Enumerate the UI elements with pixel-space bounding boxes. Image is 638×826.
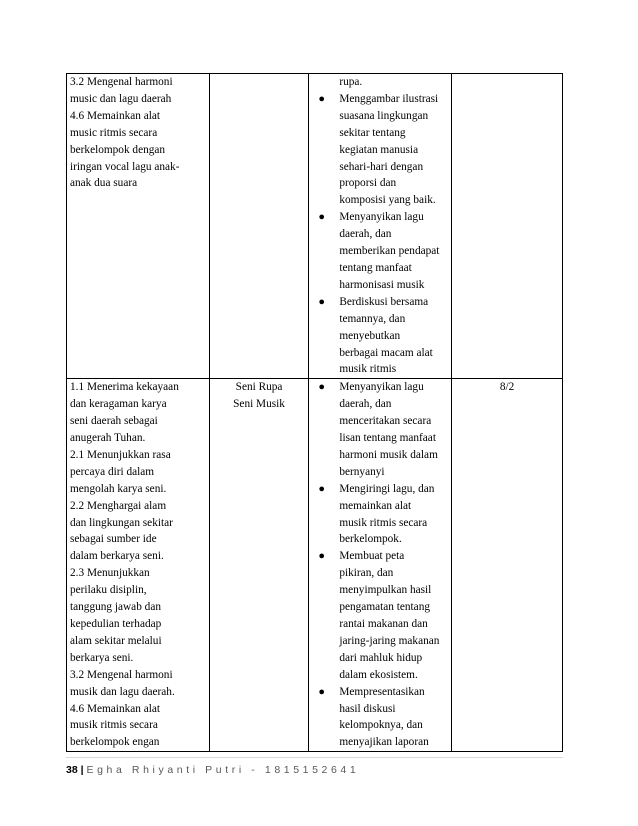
activity-line: berbagai macam alat bbox=[339, 346, 433, 359]
activity-line: harmonisasi musik bbox=[339, 278, 425, 291]
activity-line: musik ritmis secara bbox=[339, 516, 428, 529]
competency-line: seni daerah sebagai bbox=[70, 415, 158, 428]
activity-line: harmoni musik dalam bbox=[339, 448, 438, 461]
activity-line: menceritakan secara bbox=[339, 415, 432, 428]
activity-line: hasil diskusi bbox=[339, 702, 396, 715]
competency-line: dan lingkungan sekitar bbox=[70, 516, 173, 529]
time-allocation-cell bbox=[452, 74, 563, 379]
activity-item bbox=[312, 379, 448, 480]
competency-line: iringan vocal lagu anak- bbox=[70, 160, 180, 173]
competency-line: kepedulian terhadap bbox=[70, 618, 162, 630]
activity-line: menyebutkan bbox=[339, 329, 401, 342]
competency-line: perilaku disiplin, bbox=[70, 584, 147, 597]
activity-line: Menyanyikan lagu bbox=[339, 381, 424, 394]
competency-line: percaya diri dalam bbox=[70, 465, 155, 478]
competency-line: anugerah Tuhan. bbox=[70, 432, 146, 445]
activity-item bbox=[312, 548, 448, 683]
table-body bbox=[67, 74, 563, 752]
activity-line: memberikan pendapat bbox=[339, 245, 440, 258]
activity-line: dalam ekosistem. bbox=[339, 668, 418, 681]
time-allocation-cell bbox=[452, 379, 563, 752]
learning-plan-table bbox=[66, 73, 563, 752]
activity-line: Menyanyikan lagu bbox=[339, 211, 424, 224]
activity-continuation bbox=[312, 74, 448, 91]
table-row bbox=[67, 379, 563, 752]
activity-line: Mengiringi lagu, dan bbox=[339, 482, 435, 495]
activity-line: jaring-jaring makanan bbox=[339, 634, 440, 647]
activity-item bbox=[312, 684, 448, 752]
activity-line: tentang manfaat bbox=[339, 261, 412, 274]
competency-line: 3.2 Mengenal harmoni bbox=[70, 668, 173, 681]
activity-line: Membuat peta bbox=[339, 550, 405, 563]
bullet-icon: ● bbox=[318, 295, 325, 308]
activity-item bbox=[312, 209, 448, 294]
bullet-icon: ● bbox=[318, 92, 325, 105]
activity-line: daerah, dan bbox=[339, 228, 392, 241]
footer-divider bbox=[66, 757, 563, 758]
competency-line: 4.6 Memainkan alat bbox=[70, 109, 161, 122]
author-name: Egha Rhiyanti Putri - 1815152641 bbox=[86, 764, 360, 776]
subject-label: Seni Musik bbox=[233, 398, 285, 411]
competency-line: 1.1 Menerima kekayaan bbox=[70, 381, 179, 394]
activity-line: Menggambar ilustrasi bbox=[339, 92, 439, 105]
activity-line: berkelompok. bbox=[339, 533, 402, 546]
competency-line: dalam berkarya seni. bbox=[70, 550, 164, 563]
competency-line: dan keragaman karya bbox=[70, 398, 167, 411]
activity-line: dari mahluk hidup bbox=[339, 651, 423, 664]
competency-line: alam sekitar melalui bbox=[70, 634, 162, 647]
activity-line: pengamatan tentang bbox=[339, 601, 430, 614]
activity-line: komposisi yang baik. bbox=[339, 194, 436, 207]
activity-line: Berdiskusi bersama bbox=[339, 295, 429, 308]
activity-line: lisan tentang manfaat bbox=[339, 432, 436, 445]
activity-line: pikiran, dan bbox=[339, 567, 394, 580]
competency-line: mengolah karya seni. bbox=[70, 482, 167, 495]
activity-line: rantai makanan dan bbox=[339, 618, 428, 630]
time-allocation: 8/2 bbox=[499, 381, 515, 394]
activity-line: menyimpulkan hasil bbox=[339, 584, 432, 597]
activity-item bbox=[312, 294, 448, 379]
competency-line: berkarya seni. bbox=[70, 651, 134, 664]
subject-cell bbox=[209, 379, 309, 752]
activity-line: Mempresentasikan bbox=[339, 685, 425, 698]
bullet-icon: ● bbox=[318, 685, 325, 698]
activity-list bbox=[312, 379, 448, 751]
subject-cell bbox=[209, 74, 309, 379]
footer-separator: | bbox=[80, 764, 84, 776]
activity-line: kegiatan manusia bbox=[339, 143, 419, 156]
bullet-icon: ● bbox=[318, 211, 325, 224]
competency-line: musik dan lagu daerah. bbox=[70, 685, 175, 698]
activity-item bbox=[312, 481, 448, 549]
bullet-icon: ● bbox=[318, 550, 325, 563]
competency-line: musik ritmis secara bbox=[70, 719, 158, 732]
competency-cell bbox=[67, 379, 210, 752]
competency-line: anak dua suara bbox=[70, 177, 138, 190]
activity-line: bernyanyi bbox=[339, 465, 385, 478]
competency-line: 2.1 Menunjukkan rasa bbox=[70, 448, 171, 461]
bullet-icon: ● bbox=[318, 482, 325, 495]
competency-line: 3.2 Mengenal harmoni bbox=[70, 76, 173, 88]
activity-line: menyajikan laporan bbox=[339, 736, 429, 749]
competency-line: sebagai sumber ide bbox=[70, 533, 157, 546]
page-number: 38 bbox=[66, 764, 78, 776]
competency-line: tanggung jawab dan bbox=[70, 601, 161, 614]
page-footer bbox=[66, 764, 359, 776]
activity-line: sehari-hari dengan bbox=[339, 160, 424, 173]
activity-line: suasana lingkungan bbox=[339, 109, 429, 122]
activity-cell bbox=[309, 74, 452, 379]
bullet-icon: ● bbox=[318, 381, 325, 394]
competency-line: berkelompok engan bbox=[70, 736, 160, 749]
activity-line: musik ritmis bbox=[339, 363, 397, 376]
activity-line: rupa. bbox=[339, 76, 363, 88]
competency-line: 2.2 Menghargai alam bbox=[70, 499, 167, 512]
competency-line: music ritmis secara bbox=[70, 126, 158, 139]
activity-line: proporsi dan bbox=[339, 177, 397, 190]
competency-cell bbox=[67, 74, 210, 379]
activity-cell bbox=[309, 379, 452, 752]
competency-line: 4.6 Memainkan alat bbox=[70, 702, 161, 715]
activity-line: temannya, dan bbox=[339, 312, 406, 325]
competency-line: music dan lagu daerah bbox=[70, 92, 172, 105]
activity-line: memainkan alat bbox=[339, 499, 412, 512]
activity-list bbox=[312, 74, 448, 378]
activity-line: daerah, dan bbox=[339, 398, 392, 411]
activity-line: kelompoknya, dan bbox=[339, 719, 423, 732]
activity-item bbox=[312, 91, 448, 209]
competency-line: 2.3 Menunjukkan bbox=[70, 567, 150, 580]
activity-line: sekitar tentang bbox=[339, 126, 406, 139]
competency-line: berkelompok dengan bbox=[70, 143, 166, 156]
table-row bbox=[67, 74, 563, 379]
subject-label: Seni Rupa bbox=[235, 381, 283, 394]
